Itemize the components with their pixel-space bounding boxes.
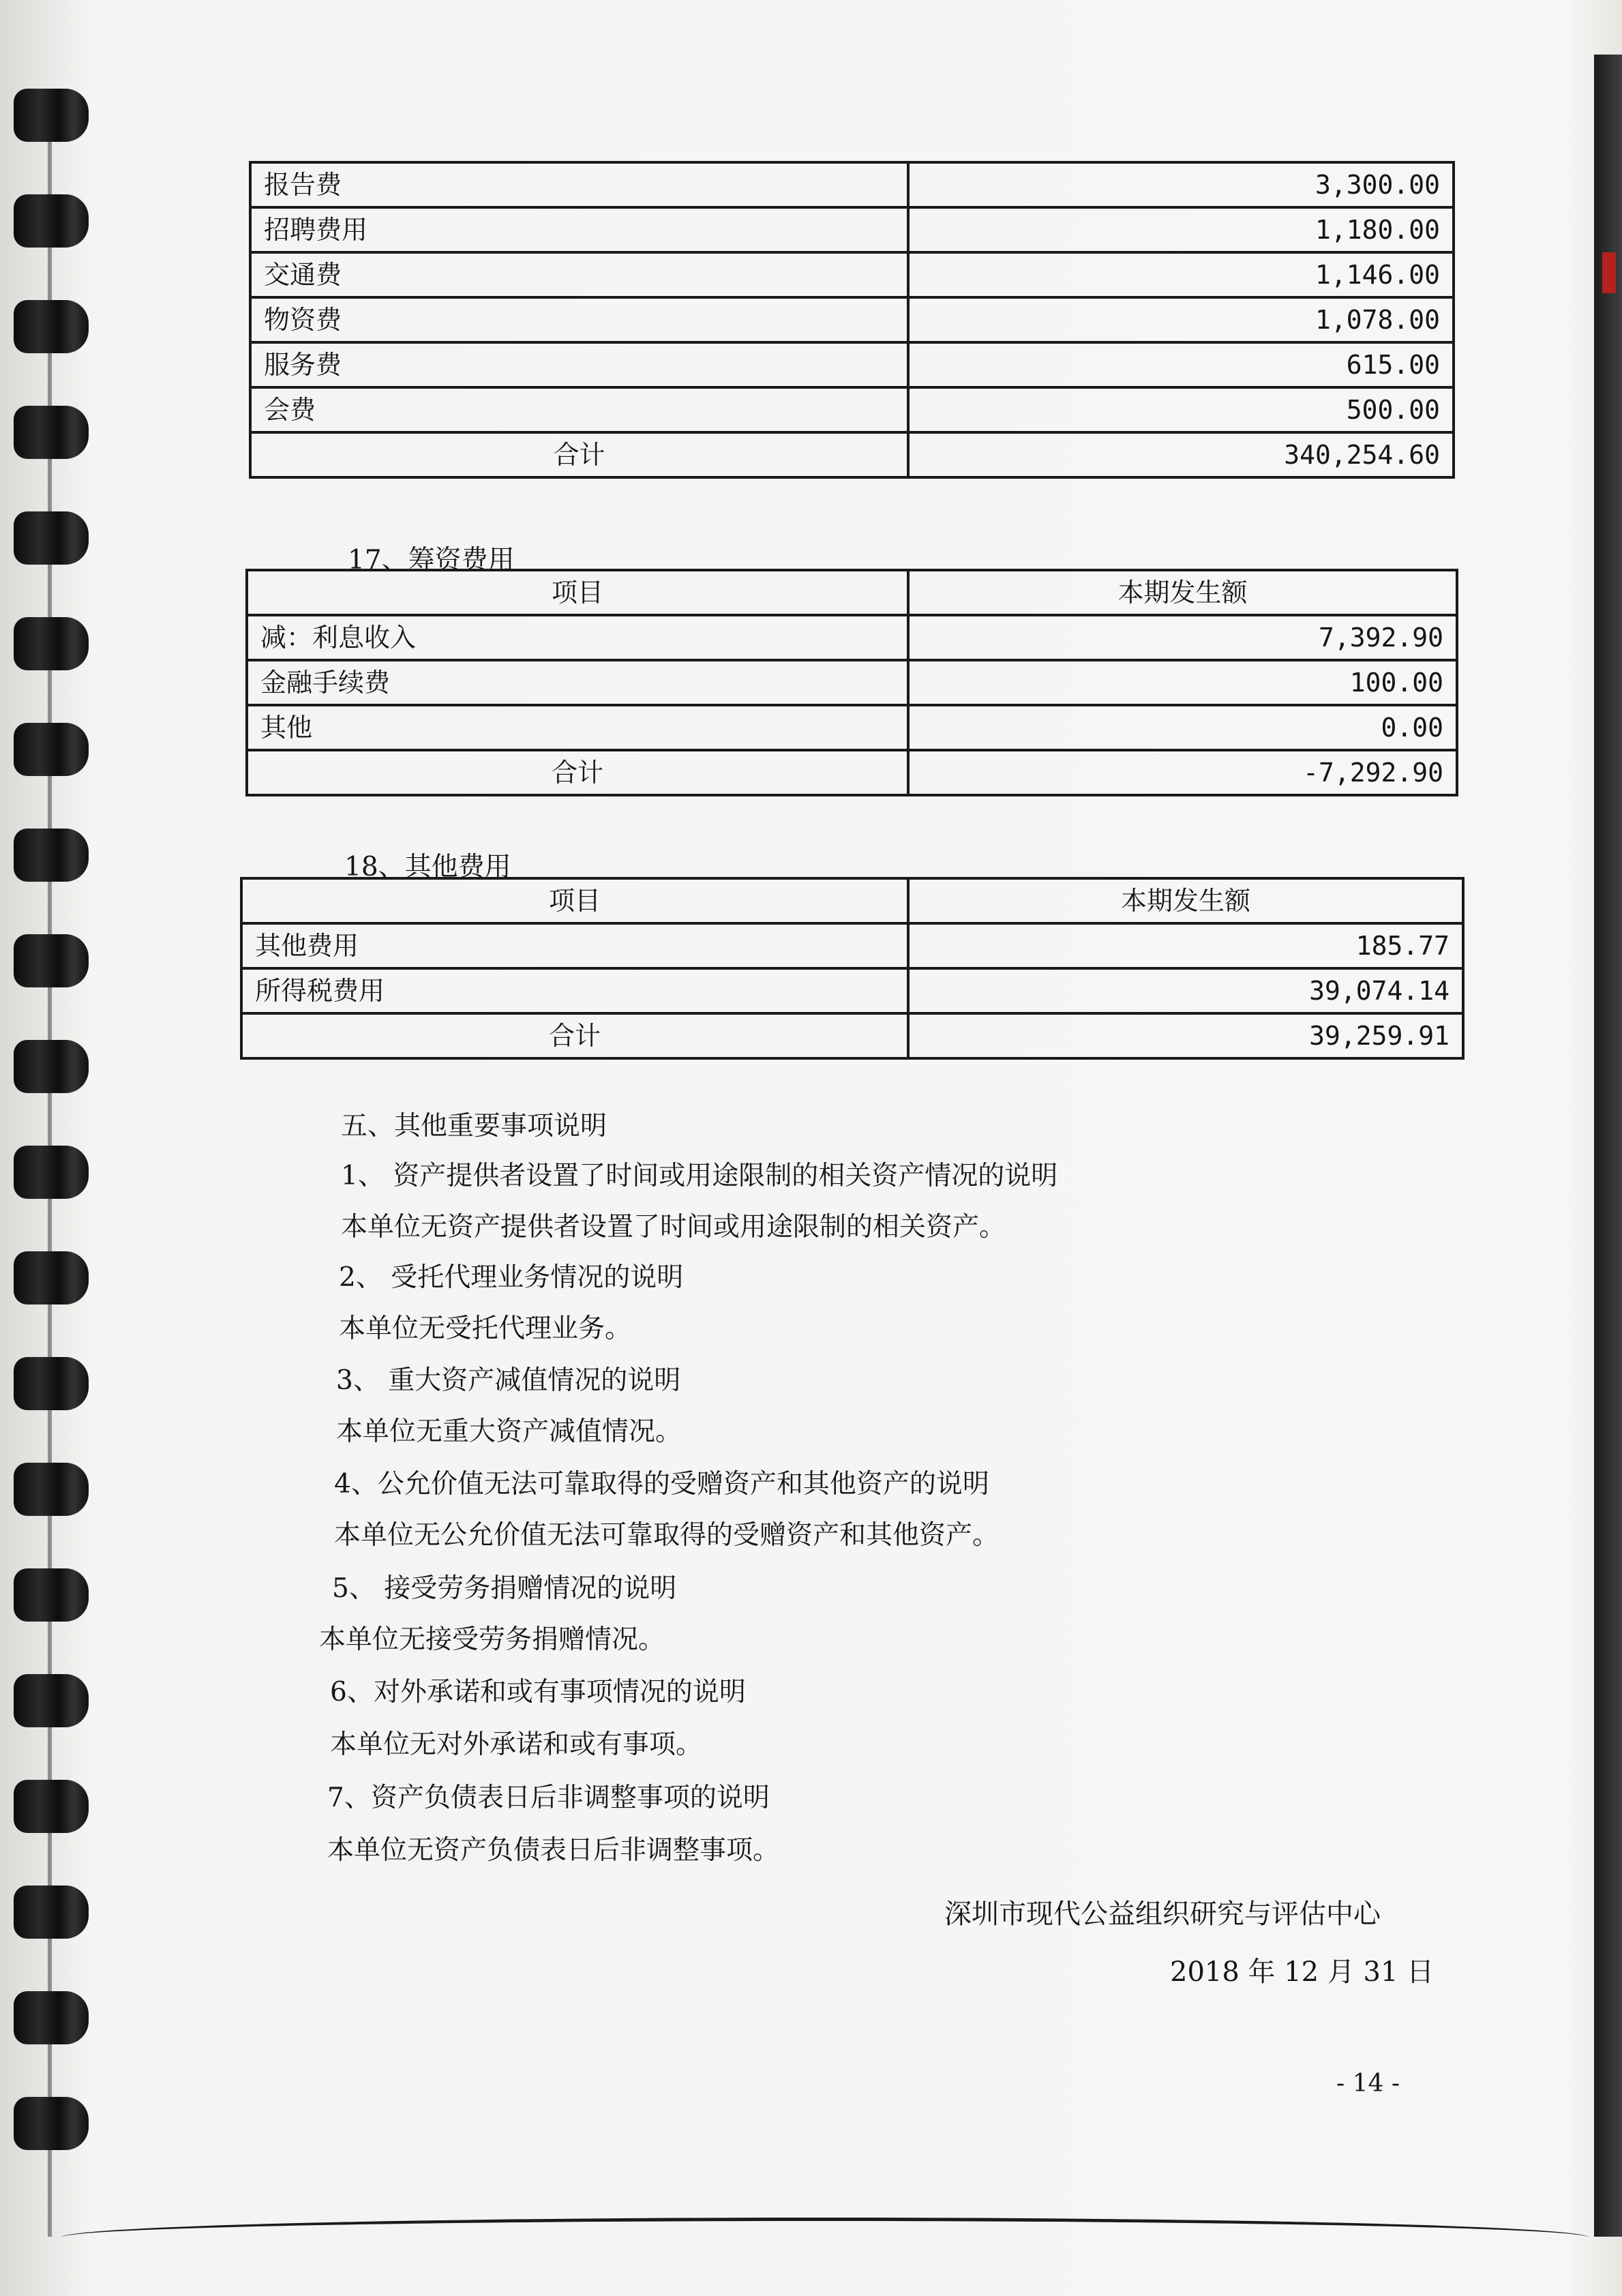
report-date: 2018 年 12 月 31 日: [1170, 1956, 1435, 1988]
row-label: 物资费: [250, 297, 908, 342]
row-label: 服务费: [250, 342, 908, 387]
row-value: 3,300.00: [908, 162, 1454, 207]
table-row: [250, 342, 1454, 387]
section-18-title: 18、其他费用: [344, 852, 511, 882]
total-label: 合计: [241, 1013, 908, 1058]
binding-ring: [14, 1146, 89, 1199]
table-row: [241, 923, 1463, 968]
table-row: [247, 705, 1457, 750]
row-value: 500.00: [908, 387, 1454, 432]
item-4-heading: 4、公允价值无法可靠取得的受赠资产和其他资产的说明: [334, 1469, 989, 1500]
spiral-binding: [0, 61, 102, 2209]
binding-ring: [14, 1463, 89, 1516]
binding-ring: [14, 300, 89, 353]
binding-ring: [14, 1251, 89, 1304]
column-header-item: 项目: [241, 878, 908, 923]
total-value: 39,259.91: [908, 1013, 1463, 1058]
binding-ring: [14, 1040, 89, 1093]
binding-ring: [14, 1357, 89, 1410]
item-2-heading: 2、 受托代理业务情况的说明: [339, 1262, 684, 1293]
item-5-body: 本单位无接受劳务捐赠情况。: [319, 1624, 665, 1655]
row-label: 其他费用: [241, 923, 908, 968]
row-label: 减：利息收入: [247, 615, 908, 660]
row-value: 100.00: [908, 660, 1457, 705]
row-label: 报告费: [250, 162, 908, 207]
row-value: 615.00: [908, 342, 1454, 387]
column-header-amount: 本期发生额: [908, 878, 1463, 923]
row-value: 1,078.00: [908, 297, 1454, 342]
table-header-row: [247, 570, 1457, 615]
binding-ring: [14, 1991, 89, 2044]
total-row: [247, 750, 1457, 795]
binding-ring: [14, 1885, 89, 1939]
table-row: [250, 297, 1454, 342]
row-label: 金融手续费: [247, 660, 908, 705]
binding-ring: [14, 89, 89, 142]
total-row: [241, 1013, 1463, 1058]
binding-ring: [14, 723, 89, 776]
row-value: 7,392.90: [908, 615, 1457, 660]
page-number: - 14 -: [1336, 2070, 1400, 2098]
table-header-row: [241, 878, 1463, 923]
binding-ring: [14, 934, 89, 987]
table-row: [250, 252, 1454, 297]
binding-ring: [14, 1568, 89, 1622]
binding-ring: [14, 194, 89, 248]
table-row: [247, 615, 1457, 660]
item-1-heading: 1、 资产提供者设置了时间或用途限制的相关资产情况的说明: [341, 1161, 1058, 1191]
red-stamp-fragment: [1602, 252, 1616, 293]
item-2-body: 本单位无受托代理业务。: [339, 1313, 632, 1344]
total-label: 合计: [247, 750, 908, 795]
row-label: 招聘费用: [250, 207, 908, 252]
item-5-heading: 5、 接受劳务捐赠情况的说明: [332, 1573, 677, 1604]
row-label: 交通费: [250, 252, 908, 297]
other-expense-table: [240, 877, 1465, 1060]
page-edge-shadow: [1594, 55, 1622, 2237]
row-label: 会费: [250, 387, 908, 432]
row-label: 其他: [247, 705, 908, 750]
binding-ring: [14, 1674, 89, 1727]
row-value: 0.00: [908, 705, 1457, 750]
row-value: 185.77: [908, 923, 1463, 968]
binding-ring: [14, 617, 89, 670]
table-row: [250, 387, 1454, 432]
item-4-body: 本单位无公允价值无法可靠取得的受赠资产和其他资产。: [334, 1520, 1000, 1551]
binding-ring: [14, 1780, 89, 1833]
organization-name: 深圳市现代公益组织研究与评估中心: [944, 1898, 1381, 1930]
total-row: [250, 432, 1454, 477]
section-5-title: 五、其他重要事项说明: [341, 1111, 607, 1142]
row-value: 39,074.14: [908, 968, 1463, 1013]
column-header-item: 项目: [247, 570, 908, 615]
binding-ring: [14, 406, 89, 459]
section-17-title: 17、筹资费用: [348, 545, 515, 576]
item-6-heading: 6、对外承诺和或有事项情况的说明: [330, 1677, 746, 1708]
table-row: [250, 207, 1454, 252]
financing-expense-table: [245, 569, 1458, 796]
expense-table-continued: [249, 161, 1455, 479]
column-header-amount: 本期发生额: [908, 570, 1457, 615]
row-value: 1,180.00: [908, 207, 1454, 252]
binding-ring: [14, 2097, 89, 2150]
item-7-body: 本单位无资产负债表日后非调整事项。: [327, 1835, 780, 1866]
total-label: 合计: [250, 432, 908, 477]
table-row: [250, 162, 1454, 207]
item-1-body: 本单位无资产提供者设置了时间或用途限制的相关资产。: [341, 1212, 1006, 1242]
table-row: [241, 968, 1463, 1013]
item-3-heading: 3、 重大资产减值情况的说明: [336, 1365, 681, 1396]
item-7-heading: 7、资产负债表日后非调整事项的说明: [327, 1783, 770, 1813]
table-row: [247, 660, 1457, 705]
item-3-body: 本单位无重大资产减值情况。: [336, 1416, 682, 1447]
binding-ring: [14, 511, 89, 565]
total-value: -7,292.90: [908, 750, 1457, 795]
item-6-body: 本单位无对外承诺和或有事项。: [330, 1729, 703, 1760]
row-label: 所得税费用: [241, 968, 908, 1013]
row-value: 1,146.00: [908, 252, 1454, 297]
total-value: 340,254.60: [908, 432, 1454, 477]
binding-ring: [14, 829, 89, 882]
